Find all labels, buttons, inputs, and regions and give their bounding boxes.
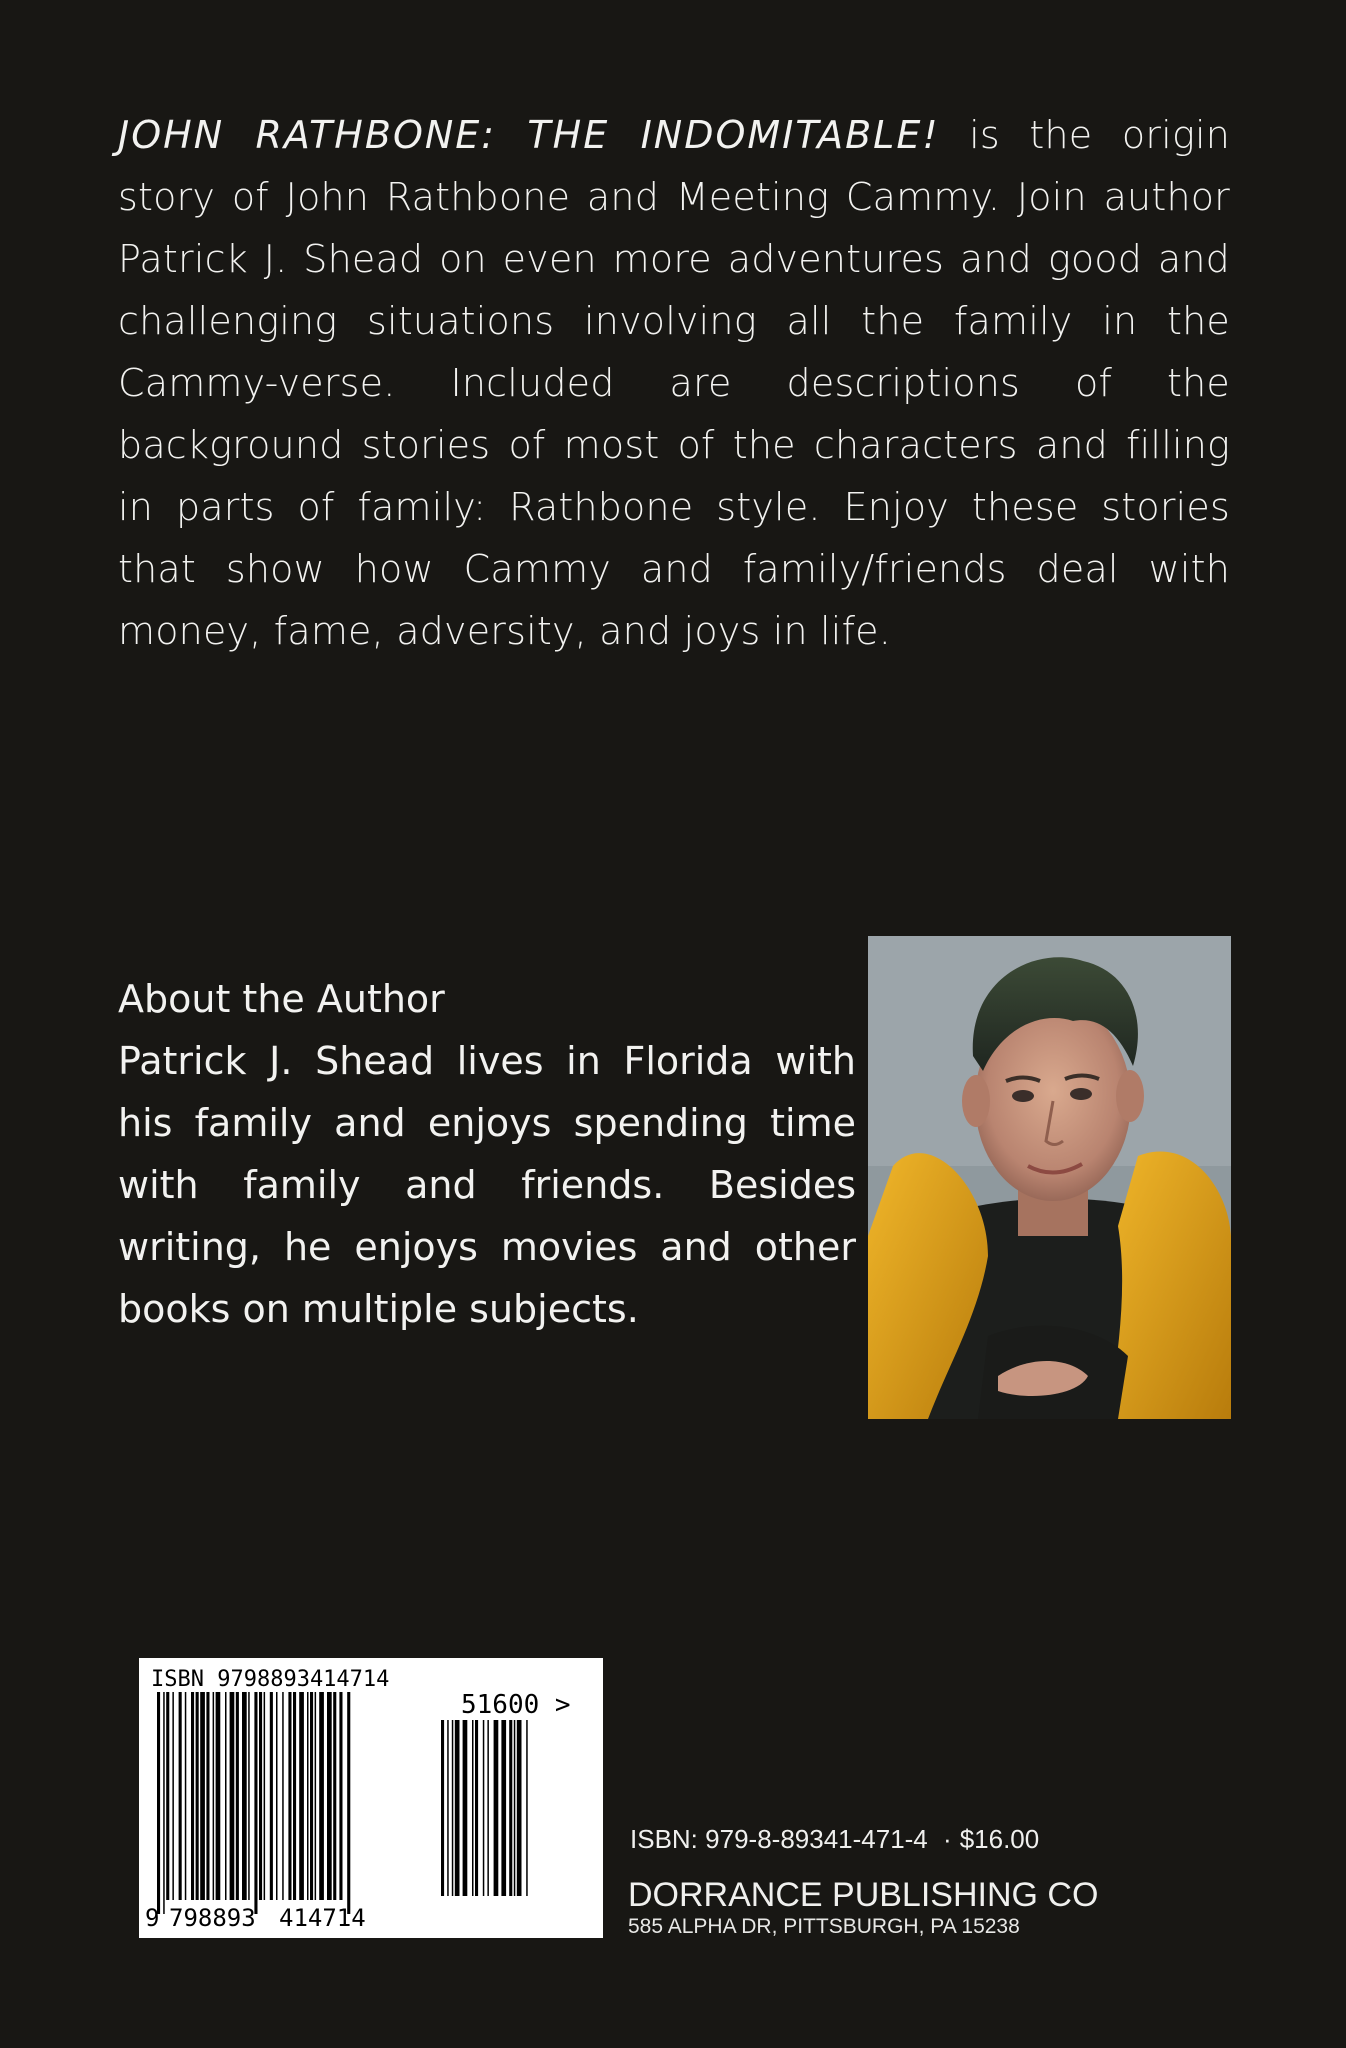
barcode-bar xyxy=(236,1692,239,1900)
barcode-bar xyxy=(517,1720,522,1896)
publisher-name: DORRANCE PUBLISHING CO xyxy=(628,1876,1099,1914)
barcode-bar xyxy=(163,1692,165,1914)
barcode-digits-mid: 798893 xyxy=(169,1904,256,1932)
addon-barcode-bars xyxy=(441,1720,528,1896)
book-price: $16.00 xyxy=(959,1824,1040,1854)
barcode-graphic xyxy=(139,1658,603,1938)
barcode-bar xyxy=(248,1692,250,1900)
barcode-bar xyxy=(526,1720,528,1896)
barcode-bar xyxy=(299,1692,304,1900)
barcode-bar xyxy=(452,1720,454,1896)
barcode-bar xyxy=(242,1692,247,1900)
barcode-bar xyxy=(282,1692,284,1900)
barcode-digits-right: 414714 xyxy=(279,1904,366,1932)
barcode-bar xyxy=(276,1692,278,1900)
barcode-digit-left: 9 xyxy=(145,1904,160,1932)
about-author-heading: About the Author xyxy=(118,977,445,1021)
about-author-text: Patrick J. Shead lives in Florida with his family and enjoys spending time with family and friends. Besides writing, he enjoys movies and other books on multiple subjects. xyxy=(118,1039,856,1331)
barcode-bar xyxy=(270,1692,273,1900)
isbn-prefix: ISBN: xyxy=(630,1824,698,1854)
barcode-bar xyxy=(200,1692,205,1900)
barcode-bar xyxy=(225,1692,227,1900)
barcode-bar xyxy=(213,1692,215,1900)
isbn-barcode xyxy=(139,1658,603,1938)
author-photo-illustration xyxy=(868,936,1231,1419)
barcode-bar xyxy=(179,1692,182,1900)
barcode-bar xyxy=(293,1692,296,1900)
barcode-bar xyxy=(157,1692,160,1914)
barcode-bar xyxy=(196,1692,199,1900)
barcode-bar xyxy=(347,1692,350,1914)
barcode-bar xyxy=(310,1692,313,1900)
barcode-isbn-label: ISBN 9798893414714 xyxy=(151,1667,390,1692)
barcode-bar xyxy=(185,1692,187,1900)
barcode-bar xyxy=(494,1720,499,1896)
barcode-bar xyxy=(230,1692,235,1900)
barcode-bar xyxy=(216,1692,221,1900)
barcode-bar xyxy=(501,1720,506,1896)
about-author-section xyxy=(118,968,856,1340)
barcode-bar xyxy=(509,1720,512,1896)
barcode-bar xyxy=(463,1720,468,1896)
barcode-bar xyxy=(441,1720,444,1896)
barcode-bar xyxy=(259,1692,262,1900)
isbn-number: 979-8-89341-471-4 xyxy=(705,1824,928,1854)
barcode-bar xyxy=(333,1692,336,1900)
barcode-bar xyxy=(172,1692,174,1900)
barcode-bar xyxy=(307,1692,309,1900)
barcode-bar xyxy=(166,1692,169,1900)
barcode-bar xyxy=(487,1720,489,1896)
barcode-bar xyxy=(339,1692,342,1900)
barcode-price-code: 51600 > xyxy=(461,1690,571,1720)
author-photo xyxy=(868,936,1231,1419)
barcode-bar xyxy=(472,1720,474,1896)
publisher-address: 585 ALPHA DR, PITTSBURGH, PA 15238 xyxy=(628,1915,1020,1938)
blurb-text: is the origin story of John Rathbone and Meeting Cammy. Join author Patrick J. Shead on even more adventures and good and challenging situations involving all the family in the Cammy-verse. Included are descriptions of the background stories of most of the characters and filling in parts of family: Rathbone style. Enjoy these stories that show how Cammy and family/friends deal with money, fame, adversity, and joys in life. xyxy=(118,113,1230,653)
isbn-separator: · xyxy=(943,1824,952,1854)
barcode-bar xyxy=(514,1720,516,1896)
barcode-bar xyxy=(206,1692,209,1900)
barcode-bar xyxy=(264,1692,266,1900)
barcode-bar xyxy=(475,1720,478,1896)
isbn-price-line xyxy=(630,1824,1039,1855)
barcode-bar xyxy=(288,1692,291,1900)
book-title: JOHN RATHBONE: THE INDOMITABLE! xyxy=(118,113,940,157)
barcode-bar xyxy=(315,1692,317,1900)
barcode-bar xyxy=(447,1720,449,1896)
main-barcode-bars xyxy=(157,1692,350,1914)
book-blurb xyxy=(118,104,1230,662)
barcode-bar xyxy=(455,1720,460,1896)
barcode-bar xyxy=(327,1692,332,1900)
barcode-bar xyxy=(483,1720,485,1896)
barcode-bar xyxy=(319,1692,324,1900)
barcode-bar xyxy=(254,1692,257,1914)
barcode-bar xyxy=(191,1692,194,1900)
